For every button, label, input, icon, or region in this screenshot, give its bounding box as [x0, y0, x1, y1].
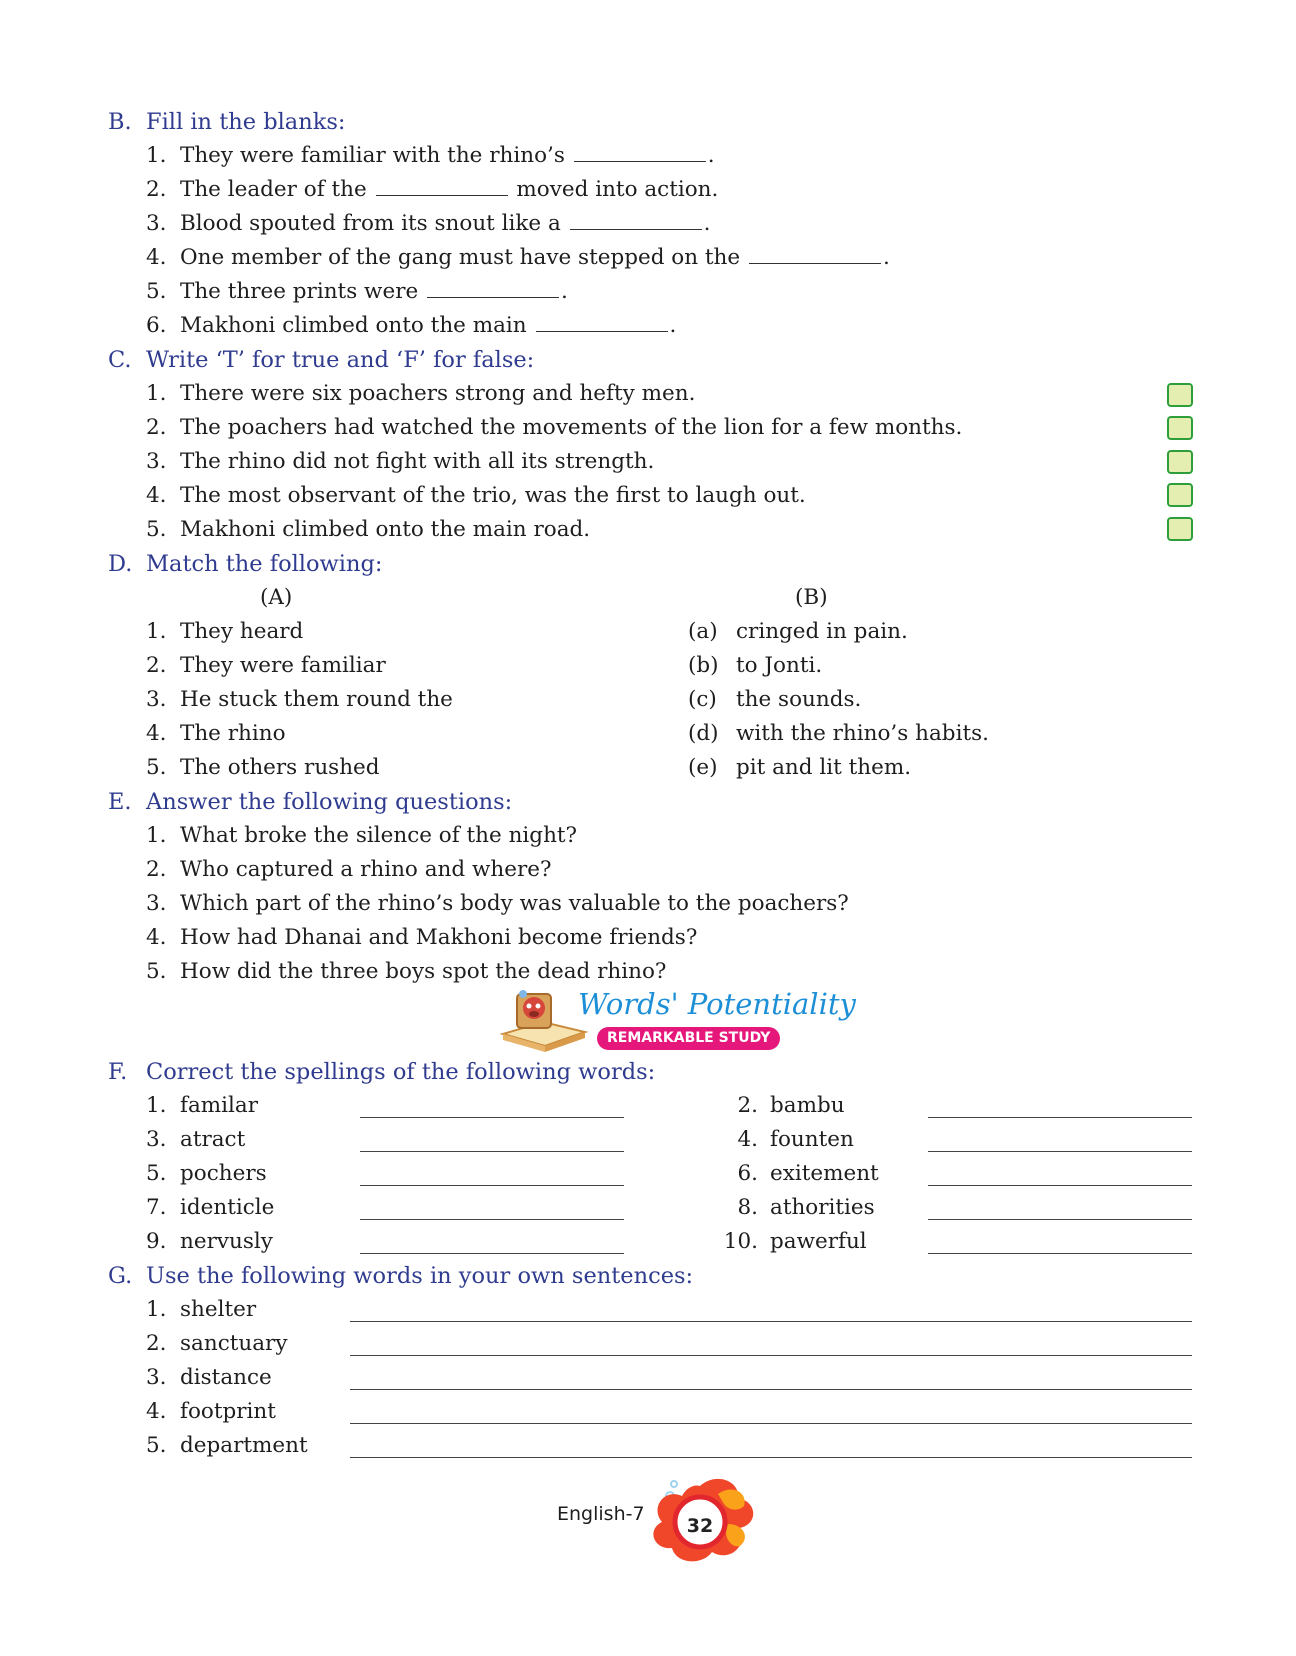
match-item-b: (b) to Jonti.	[688, 653, 823, 678]
answer-box[interactable]	[1167, 483, 1193, 507]
book-title: English-7	[557, 1503, 645, 1525]
sentence-line[interactable]	[350, 1355, 1192, 1356]
fill-blank-item: 4. One member of the gang must have stepped on the .	[146, 245, 890, 270]
answer-line[interactable]	[360, 1185, 624, 1186]
match-item-a: 3. He stuck them round the	[146, 687, 453, 712]
answer-blank[interactable]	[536, 313, 668, 332]
answer-line[interactable]	[360, 1253, 624, 1254]
sentence-line[interactable]	[350, 1321, 1192, 1322]
fill-blank-item: 6. Makhoni climbed onto the main .	[146, 313, 677, 338]
banner-subtitle: REMARKABLE STUDY	[597, 1027, 780, 1050]
true-false-item: 2. The poachers had watched the movements of the lion for a few months.	[146, 415, 963, 440]
column-a-heading: (A)	[260, 585, 293, 610]
spelling-item: 2. bambu	[737, 1093, 845, 1118]
sentence-item: 4. footprint	[146, 1399, 276, 1424]
spelling-item: 3. atract	[146, 1127, 246, 1152]
spelling-item: 4. founten	[737, 1127, 854, 1152]
answer-blank[interactable]	[427, 279, 559, 298]
section-g-heading: G. Use the following words in your own sentences:	[108, 1263, 694, 1289]
answer-line[interactable]	[928, 1185, 1192, 1186]
fill-blank-item: 2. The leader of the moved into action.	[146, 177, 719, 202]
answer-line[interactable]	[928, 1151, 1192, 1152]
answer-box[interactable]	[1167, 416, 1193, 440]
spelling-item: 9. nervusly	[146, 1229, 273, 1254]
true-false-item: 4. The most observant of the trio, was the first to laugh out.	[146, 483, 806, 508]
answer-blank[interactable]	[570, 211, 702, 230]
answer-blank[interactable]	[574, 143, 706, 162]
fill-blank-item: 1. They were familiar with the rhino’s .	[146, 143, 715, 168]
section-f-heading: F. Correct the spellings of the following words:	[108, 1059, 656, 1085]
answer-line[interactable]	[928, 1117, 1192, 1118]
sentence-item: 2. sanctuary	[146, 1331, 288, 1356]
spelling-item: 8. athorities	[737, 1195, 875, 1220]
column-b-heading: (B)	[795, 585, 828, 610]
question-item: 2. Who captured a rhino and where?	[146, 857, 552, 882]
answer-box[interactable]	[1167, 517, 1193, 541]
spelling-item: 10. pawerful	[723, 1229, 867, 1254]
spelling-item: 7. identicle	[146, 1195, 275, 1220]
question-item: 1. What broke the silence of the night?	[146, 823, 578, 848]
match-item-b: (a) cringed in pain.	[688, 619, 908, 644]
page-number: 32	[686, 1515, 714, 1537]
sentence-line[interactable]	[350, 1457, 1192, 1458]
spelling-item: 6. exitement	[737, 1161, 879, 1186]
sentence-line[interactable]	[350, 1389, 1192, 1390]
sentence-item: 3. distance	[146, 1365, 272, 1390]
answer-line[interactable]	[360, 1117, 624, 1118]
match-item-a: 1. They heard	[146, 619, 304, 644]
match-item-b: (e) pit and lit them.	[688, 755, 912, 780]
sentence-line[interactable]	[350, 1423, 1192, 1424]
answer-line[interactable]	[928, 1219, 1192, 1220]
answer-blank[interactable]	[376, 177, 508, 196]
banner-title: Words' Potentiality	[578, 987, 856, 1021]
section-c-heading: C. Write ‘T’ for true and ‘F’ for false:	[108, 347, 535, 373]
question-item: 5. How did the three boys spot the dead rhino?	[146, 959, 667, 984]
question-item: 3. Which part of the rhino’s body was valuable to the poachers?	[146, 891, 849, 916]
match-item-a: 2. They were familiar	[146, 653, 386, 678]
spelling-item: 1. familar	[146, 1093, 259, 1118]
question-item: 4. How had Dhanai and Makhoni become friends?	[146, 925, 698, 950]
answer-blank[interactable]	[749, 245, 881, 264]
match-item-a: 4. The rhino	[146, 721, 286, 746]
answer-box[interactable]	[1167, 450, 1193, 474]
answer-line[interactable]	[360, 1151, 624, 1152]
match-item-a: 5. The others rushed	[146, 755, 380, 780]
sentence-item: 1. shelter	[146, 1297, 257, 1322]
true-false-item: 5. Makhoni climbed onto the main road.	[146, 517, 591, 542]
fill-blank-item: 5. The three prints were .	[146, 279, 568, 304]
section-b-heading: B. Fill in the blanks:	[108, 109, 346, 135]
section-d-heading: D. Match the following:	[108, 551, 383, 577]
sentence-item: 5. department	[146, 1433, 308, 1458]
match-item-b: (c) the sounds.	[688, 687, 862, 712]
spelling-item: 5. pochers	[146, 1161, 267, 1186]
answer-box[interactable]	[1167, 383, 1193, 407]
match-item-b: (d) with the rhino’s habits.	[688, 721, 989, 746]
true-false-item: 3. The rhino did not fight with all its strength.	[146, 449, 655, 474]
answer-line[interactable]	[928, 1253, 1192, 1254]
section-e-heading: E. Answer the following questions:	[108, 789, 513, 815]
book-illustration	[497, 988, 589, 1054]
answer-line[interactable]	[360, 1219, 624, 1220]
fill-blank-item: 3. Blood spouted from its snout like a .	[146, 211, 711, 236]
true-false-item: 1. There were six poachers strong and hefty men.	[146, 381, 696, 406]
